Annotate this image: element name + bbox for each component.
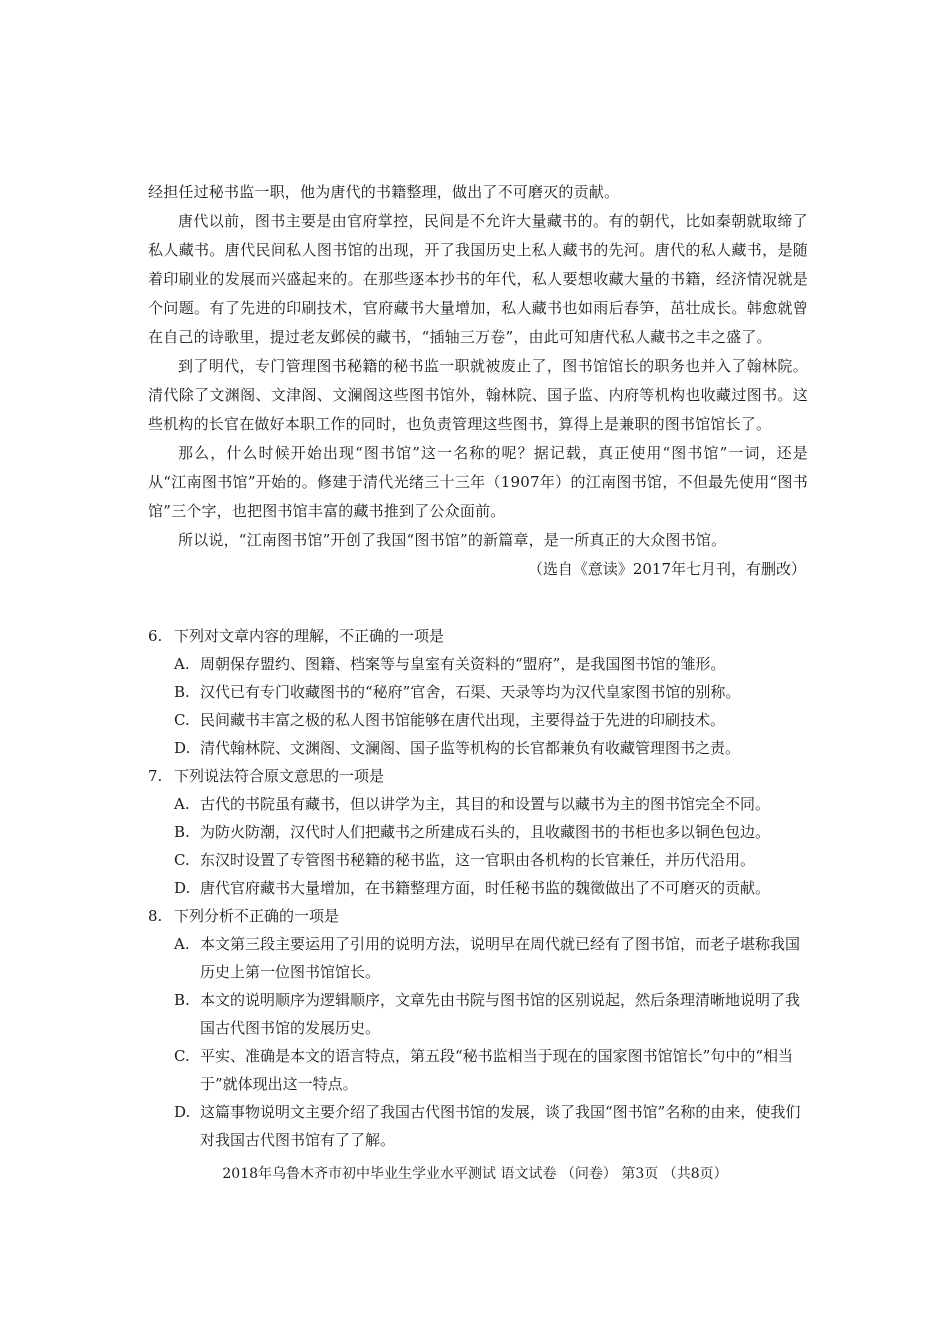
- passage-paragraph: 那么，什么时候开始出现“图书馆”这一名称的呢？据记载，真正使用“图书馆”一词，还是从“江南图书馆”开始的。修建于清代光绪三十三年（1907年）的江南图书馆，不但最先使用“图书馆”三个字，也把图书馆丰富的藏书推到了公众面前。: [148, 444, 808, 520]
- option-letter: A.: [174, 795, 190, 813]
- option-letter: A.: [174, 935, 190, 953]
- option-a: [148, 650, 812, 678]
- option-b: [148, 818, 812, 846]
- option-letter: C.: [174, 711, 190, 729]
- question-7: [148, 762, 812, 902]
- question-number: 7.: [148, 767, 163, 785]
- question-list: [148, 622, 812, 1154]
- option-text: 本文的说明顺序为逻辑顺序，文章先由书院与图书馆的区别说起，然后条理清晰地说明了我国古代图书馆的发展历史。: [200, 991, 801, 1037]
- option-letter: C.: [174, 1047, 190, 1065]
- option-a: [148, 790, 812, 818]
- option-text: 清代翰林院、文渊阁、文澜阁、国子监等机构的长官都兼负有收藏管理图书之责。: [200, 739, 741, 757]
- option-b: [148, 678, 812, 706]
- option-d: [148, 1098, 812, 1154]
- option-c: [148, 706, 812, 734]
- option-text: 唐代官府藏书大量增加，在书籍整理方面，时任秘书监的魏徵做出了不可磨灭的贡献。: [200, 879, 771, 897]
- option-text: 东汉时设置了专管图书秘籍的秘书监，这一官职由各机构的长官兼任，并历代沿用。: [200, 851, 756, 869]
- question-8: [148, 902, 812, 1154]
- question-text: 下列分析不正确的一项是: [174, 907, 340, 925]
- reading-passage: [148, 178, 808, 584]
- option-letter: D.: [174, 879, 191, 897]
- question-stem: [148, 902, 812, 930]
- option-letter: A.: [174, 655, 190, 673]
- option-text: 这篇事物说明文主要介绍了我国古代图书馆的发展，谈了我国“图书馆”名称的由来，使我们对我国古代图书馆有了了解。: [200, 1103, 801, 1149]
- option-text: 平实、准确是本文的语言特点，第五段“秘书监相当于现在的国家图书馆馆长”句中的“相当于”就体现出这一特点。: [200, 1047, 794, 1093]
- page-footer: 2018年乌鲁木齐市初中毕业生学业水平测试 语文试卷 （问卷） 第3页 （共8页）: [222, 1166, 728, 1182]
- option-text: 为防火防潮，汉代时人们把藏书之所建成石头的，且收藏图书的书柜也多以铜色包边。: [200, 823, 771, 841]
- question-6: [148, 622, 812, 762]
- option-text: 汉代已有专门收藏图书的“秘府”官舍，石渠、天录等均为汉代皇家图书馆的别称。: [200, 683, 741, 701]
- option-text: 古代的书院虽有藏书，但以讲学为主，其目的和设置与以藏书为主的图书馆完全不同。: [200, 795, 771, 813]
- option-text: 民间藏书丰富之极的私人图书馆能够在唐代出现，主要得益于先进的印刷技术。: [200, 711, 726, 729]
- passage-source: （选自《意读》2017年七月刊，有删改）: [527, 560, 806, 578]
- option-letter: B.: [174, 683, 190, 701]
- passage-paragraph: 唐代以前，图书主要是由官府掌控，民间是不允许大量藏书的。有的朝代，比如秦朝就取缔了私人藏书。唐代民间私人图书馆的出现，开了我国历史上私人藏书的先河。唐代的私人藏书，是随着印刷业的发展而兴盛起来的。在那些逐本抄书的年代，私人要想收藏大量的书籍，经济情况就是个问题。有了先进的印刷技术，官府藏书大量增加，私人藏书也如雨后春笋，茁壮成长。韩愈就曾在自己的诗歌里，提过老友邺侯的藏书，“插轴三万卷”，由此可知唐代私人藏书之丰之盛了。: [148, 212, 808, 346]
- passage-paragraph: 到了明代，专门管理图书秘籍的秘书监一职就被废止了，图书馆馆长的职务也并入了翰林院。清代除了文渊阁、文津阁、文澜阁这些图书馆外，翰林院、国子监、内府等机构也收藏过图书。这些机构的长官在做好本职工作的同时，也负责管理这些图书，算得上是兼职的图书馆馆长了。: [148, 357, 808, 433]
- option-c: [148, 1042, 812, 1098]
- option-text: 周朝保存盟约、图籍、档案等与皇室有关资料的“盟府”，是我国图书馆的雏形。: [200, 655, 726, 673]
- option-letter: B.: [174, 991, 190, 1009]
- option-c: [148, 846, 812, 874]
- question-text: 下列说法符合原文意思的一项是: [174, 767, 385, 785]
- question-stem: [148, 622, 812, 650]
- option-d: [148, 734, 812, 762]
- option-b: [148, 986, 812, 1042]
- question-stem: [148, 762, 812, 790]
- question-text: 下列对文章内容的理解，不正确的一项是: [174, 627, 445, 645]
- option-d: [148, 874, 812, 902]
- option-letter: C.: [174, 851, 190, 869]
- option-text: 本文第三段主要运用了引用的说明方法，说明早在周代就已经有了图书馆，而老子堪称我国历史上第一位图书馆馆长。: [200, 935, 801, 981]
- option-letter: D.: [174, 739, 191, 757]
- option-letter: D.: [174, 1103, 191, 1121]
- question-number: 6.: [148, 627, 163, 645]
- option-letter: B.: [174, 823, 190, 841]
- option-a: [148, 930, 812, 986]
- question-number: 8.: [148, 907, 163, 925]
- passage-paragraph: 所以说，“江南图书馆”开创了我国“图书馆”的新篇章，是一所真正的大众图书馆。: [178, 531, 727, 549]
- passage-paragraph: 经担任过秘书监一职，他为唐代的书籍整理，做出了不可磨灭的贡献。: [148, 183, 620, 201]
